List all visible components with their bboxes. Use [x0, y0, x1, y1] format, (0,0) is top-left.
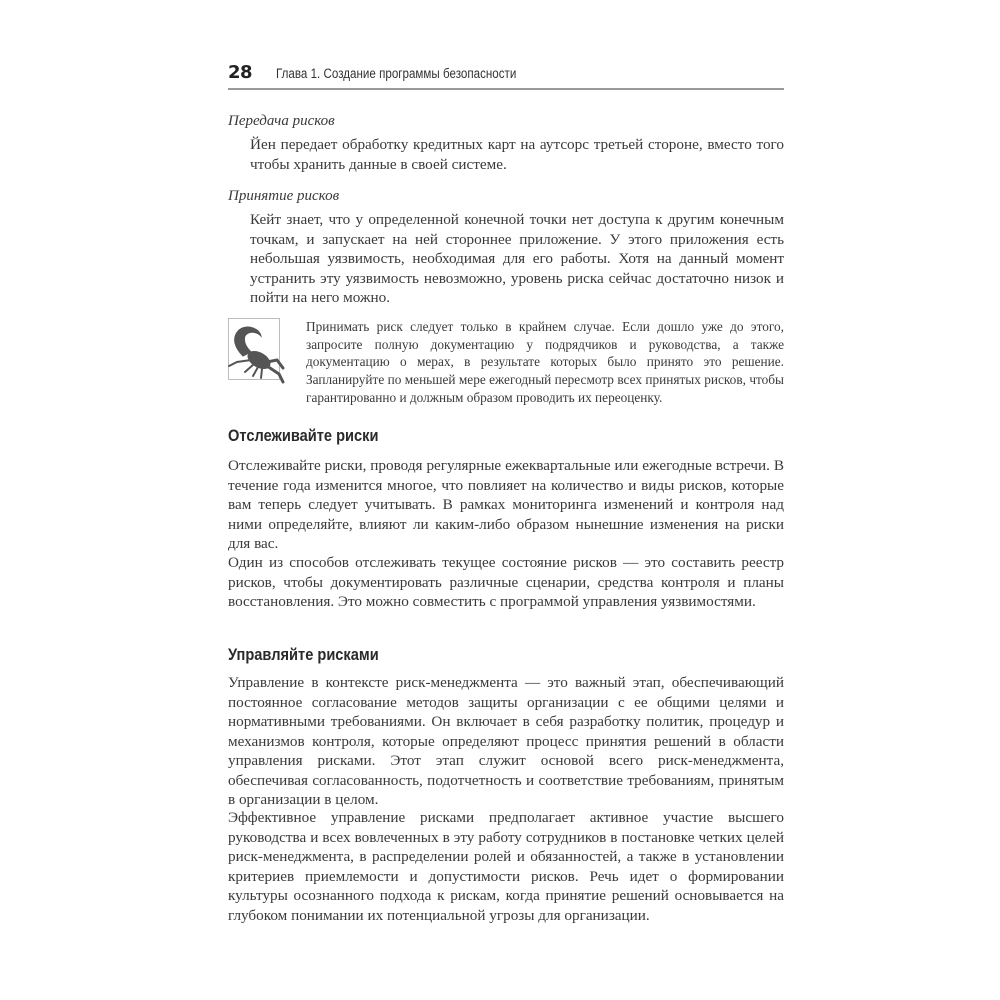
header-rule	[228, 88, 784, 90]
definition-risk-transfer: Йен передает обработку кредитных карт на аутсорс третьей стороне, вместо того чтобы хранить данные в своей системе.	[250, 136, 784, 173]
section-heading-manage-risks: Управляйте рисками	[228, 645, 379, 664]
paragraph: Управление в контексте риск-менеджмента — это важный этап, обеспечивающий постоянное согласование методов защиты организации с ее общими целями и нормативными требованиями. Он включает в себя разработку политик, процедур и механизмов контроля, которые определяют процесс принятия решений в области управления рисками. Этот этап служит основой всего риск-менеджмента, обеспечивая согласованность, подотчетность и соответствие требованиям, принятым в организации в целом.	[228, 674, 784, 808]
page-number: 28	[228, 62, 253, 83]
warning-note-text: Принимать риск следует только в крайнем случае. Если дошло уже до этого, запросите полную документацию у подрядчиков и руководства, а также документацию о мерах, в результате которых было принято это решение. Запланируйте по меньшей мере ежегодный пересмотр всех принятых рисков, чтобы гарантированно и должным образом проводить их переоценку.	[306, 319, 784, 405]
definition-risk-acceptance: Кейт знает, что у определенной конечной точки нет доступа к другим конечным точкам, и запускает на ней стороннее приложение. У этого приложения есть небольшая уязвимость, необходимая для его работы. Хотя на данный момент устранить эту уязвимость невозможно, уровень риска сейчас достаточно низок и пойти на него можно.	[250, 211, 784, 306]
scorpion-warning-icon	[228, 318, 280, 380]
section-heading-track-risks: Отслеживайте риски	[228, 426, 379, 445]
chapter-title: Глава 1. Создание программы безопасности	[276, 66, 517, 81]
paragraph: Один из способов отслеживать текущее состояние рисков — это составить реестр рисков, чтобы документировать различные сценарии, средства контроля и планы восстановления. Это можно совместить с программой управления уязвимостями.	[228, 554, 784, 610]
term-risk-transfer: Передача рисков	[228, 113, 335, 129]
paragraph: Эффективное управление рисками предполагает активное участие высшего руководства и всех вовлеченных в эту работу сотрудников в постановке четких целей риск-менеджмента, в распределении ролей и обязанностей, а также в установлении критериев приемлемости и допустимости рисков. Речь идет о формировании культуры осознанного подхода к рискам, когда принятие решений основывается на глубоком понимании их потенциальной угрозы для организации.	[228, 809, 784, 924]
term-risk-acceptance: Принятие рисков	[228, 188, 340, 204]
running-head	[228, 62, 784, 86]
paragraph: Отслеживайте риски, проводя регулярные ежеквартальные или ежегодные встречи. В течение года изменится многое, что повлияет на количество и виды рисков, которые вам теперь следует учитывать. В рамках мониторинга изменений и контроля над ними определяйте, влияют ли каким-либо образом нынешние изменения на риски для вас.	[228, 457, 784, 552]
